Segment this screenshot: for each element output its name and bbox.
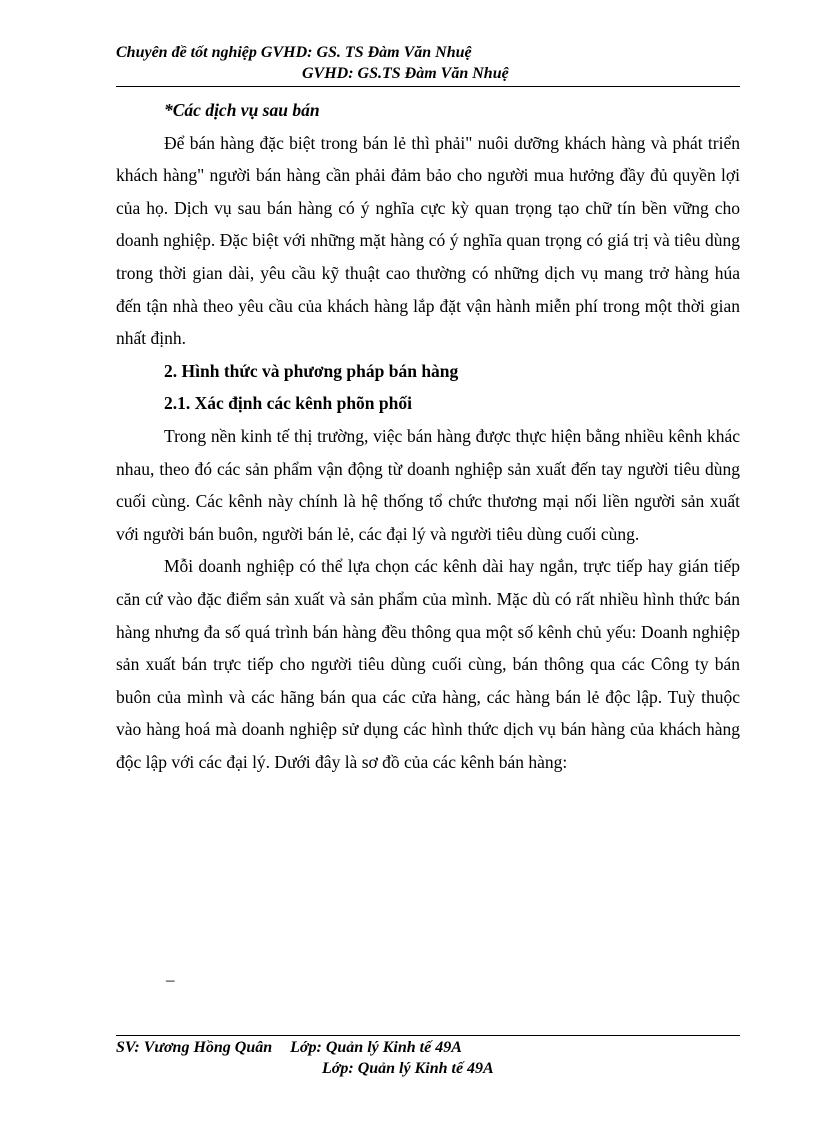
page-body xyxy=(116,94,740,778)
stray-dash: – xyxy=(166,970,175,989)
header-advisor-repeat: GVHD: GS.TS Đàm Văn Nhuệ xyxy=(302,65,509,82)
section-2-1-heading: 2.1. Xác định các kênh phõn phối xyxy=(164,393,412,414)
footer-rule xyxy=(116,1035,740,1036)
footer-class: Lớp: Quản lý Kinh tế 49A xyxy=(290,1039,462,1056)
section-2-heading: 2. Hình thức và phương pháp bán hàng xyxy=(164,360,459,381)
after-sales-paragraph: Để bán hàng đặc biệt trong bán lẻ thì phải" nuôi dưỡng khách hàng và phát triển khách hàng" người bán hàng cần phải đảm bảo cho người mua hưởng đầy đủ quyền lợi của họ. Dịch vụ sau bán hàng có ý nghĩa cực kỳ quan trọng tạo chữ tín bền vững cho doanh nghiệp. Đặc biệt với những mặt hàng có ý nghĩa quan trọng có giá trị và tiêu dùng trong thời gian dài, yêu cầu kỹ thuật cao thường có những dịch vụ mang trở hàng húa đến tận nhà theo yêu cầu của khách hàng lắp đặt vận hành miễn phí trong một thời gian nhất định. xyxy=(116,132,740,349)
footer-student-line xyxy=(116,1039,462,1057)
header-advisor-line: Chuyên đề tốt nghiệp GVHD: GS. TS Đàm Văn Nhuệ xyxy=(116,44,472,61)
footer-student-name: SV: Vương Hồng Quân xyxy=(116,1039,273,1056)
channels-paragraph-2: Mỗi doanh nghiệp có thể lựa chọn các kênh dài hay ngắn, trực tiếp hay gián tiếp căn cứ vào đặc điểm sản xuất và sản phẩm của mình. Mặc dù có rất nhiều hình thức bán hàng nhưng đa số quá trình bán hàng đều thông qua một số kênh chủ yếu: Doanh nghiệp sản xuất bán trực tiếp cho người tiêu dùng cuối cùng, bán thông qua các Công ty bán buôn của mình và các hãng bán qua các cửa hàng, các hàng bán lẻ độc lập. Tuỳ thuộc vào hàng hoá mà doanh nghiệp sử dụng các hình thức dịch vụ bán hàng của khách hàng độc lập với các đại lý. Dưới đây là sơ đồ của các kênh bán hàng: xyxy=(116,556,740,772)
footer-class-repeat: Lớp: Quản lý Kinh tế 49A xyxy=(322,1060,494,1077)
channels-paragraph-1: Trong nền kinh tế thị trường, việc bán hàng được thực hiện bằng nhiều kênh khác nhau, theo đó các sản phẩm vận động từ doanh nghiệp sản xuất đến tay người tiêu dùng cuối cùng. Các kênh này chính là hệ thống tổ chức thương mại nối liền người sản xuất với người bán buôn, người bán lẻ, các đại lý và người tiêu dùng cuối cùng. xyxy=(116,425,740,544)
after-sales-heading: *Các dịch vụ sau bán xyxy=(164,100,320,120)
header-rule xyxy=(116,86,740,87)
